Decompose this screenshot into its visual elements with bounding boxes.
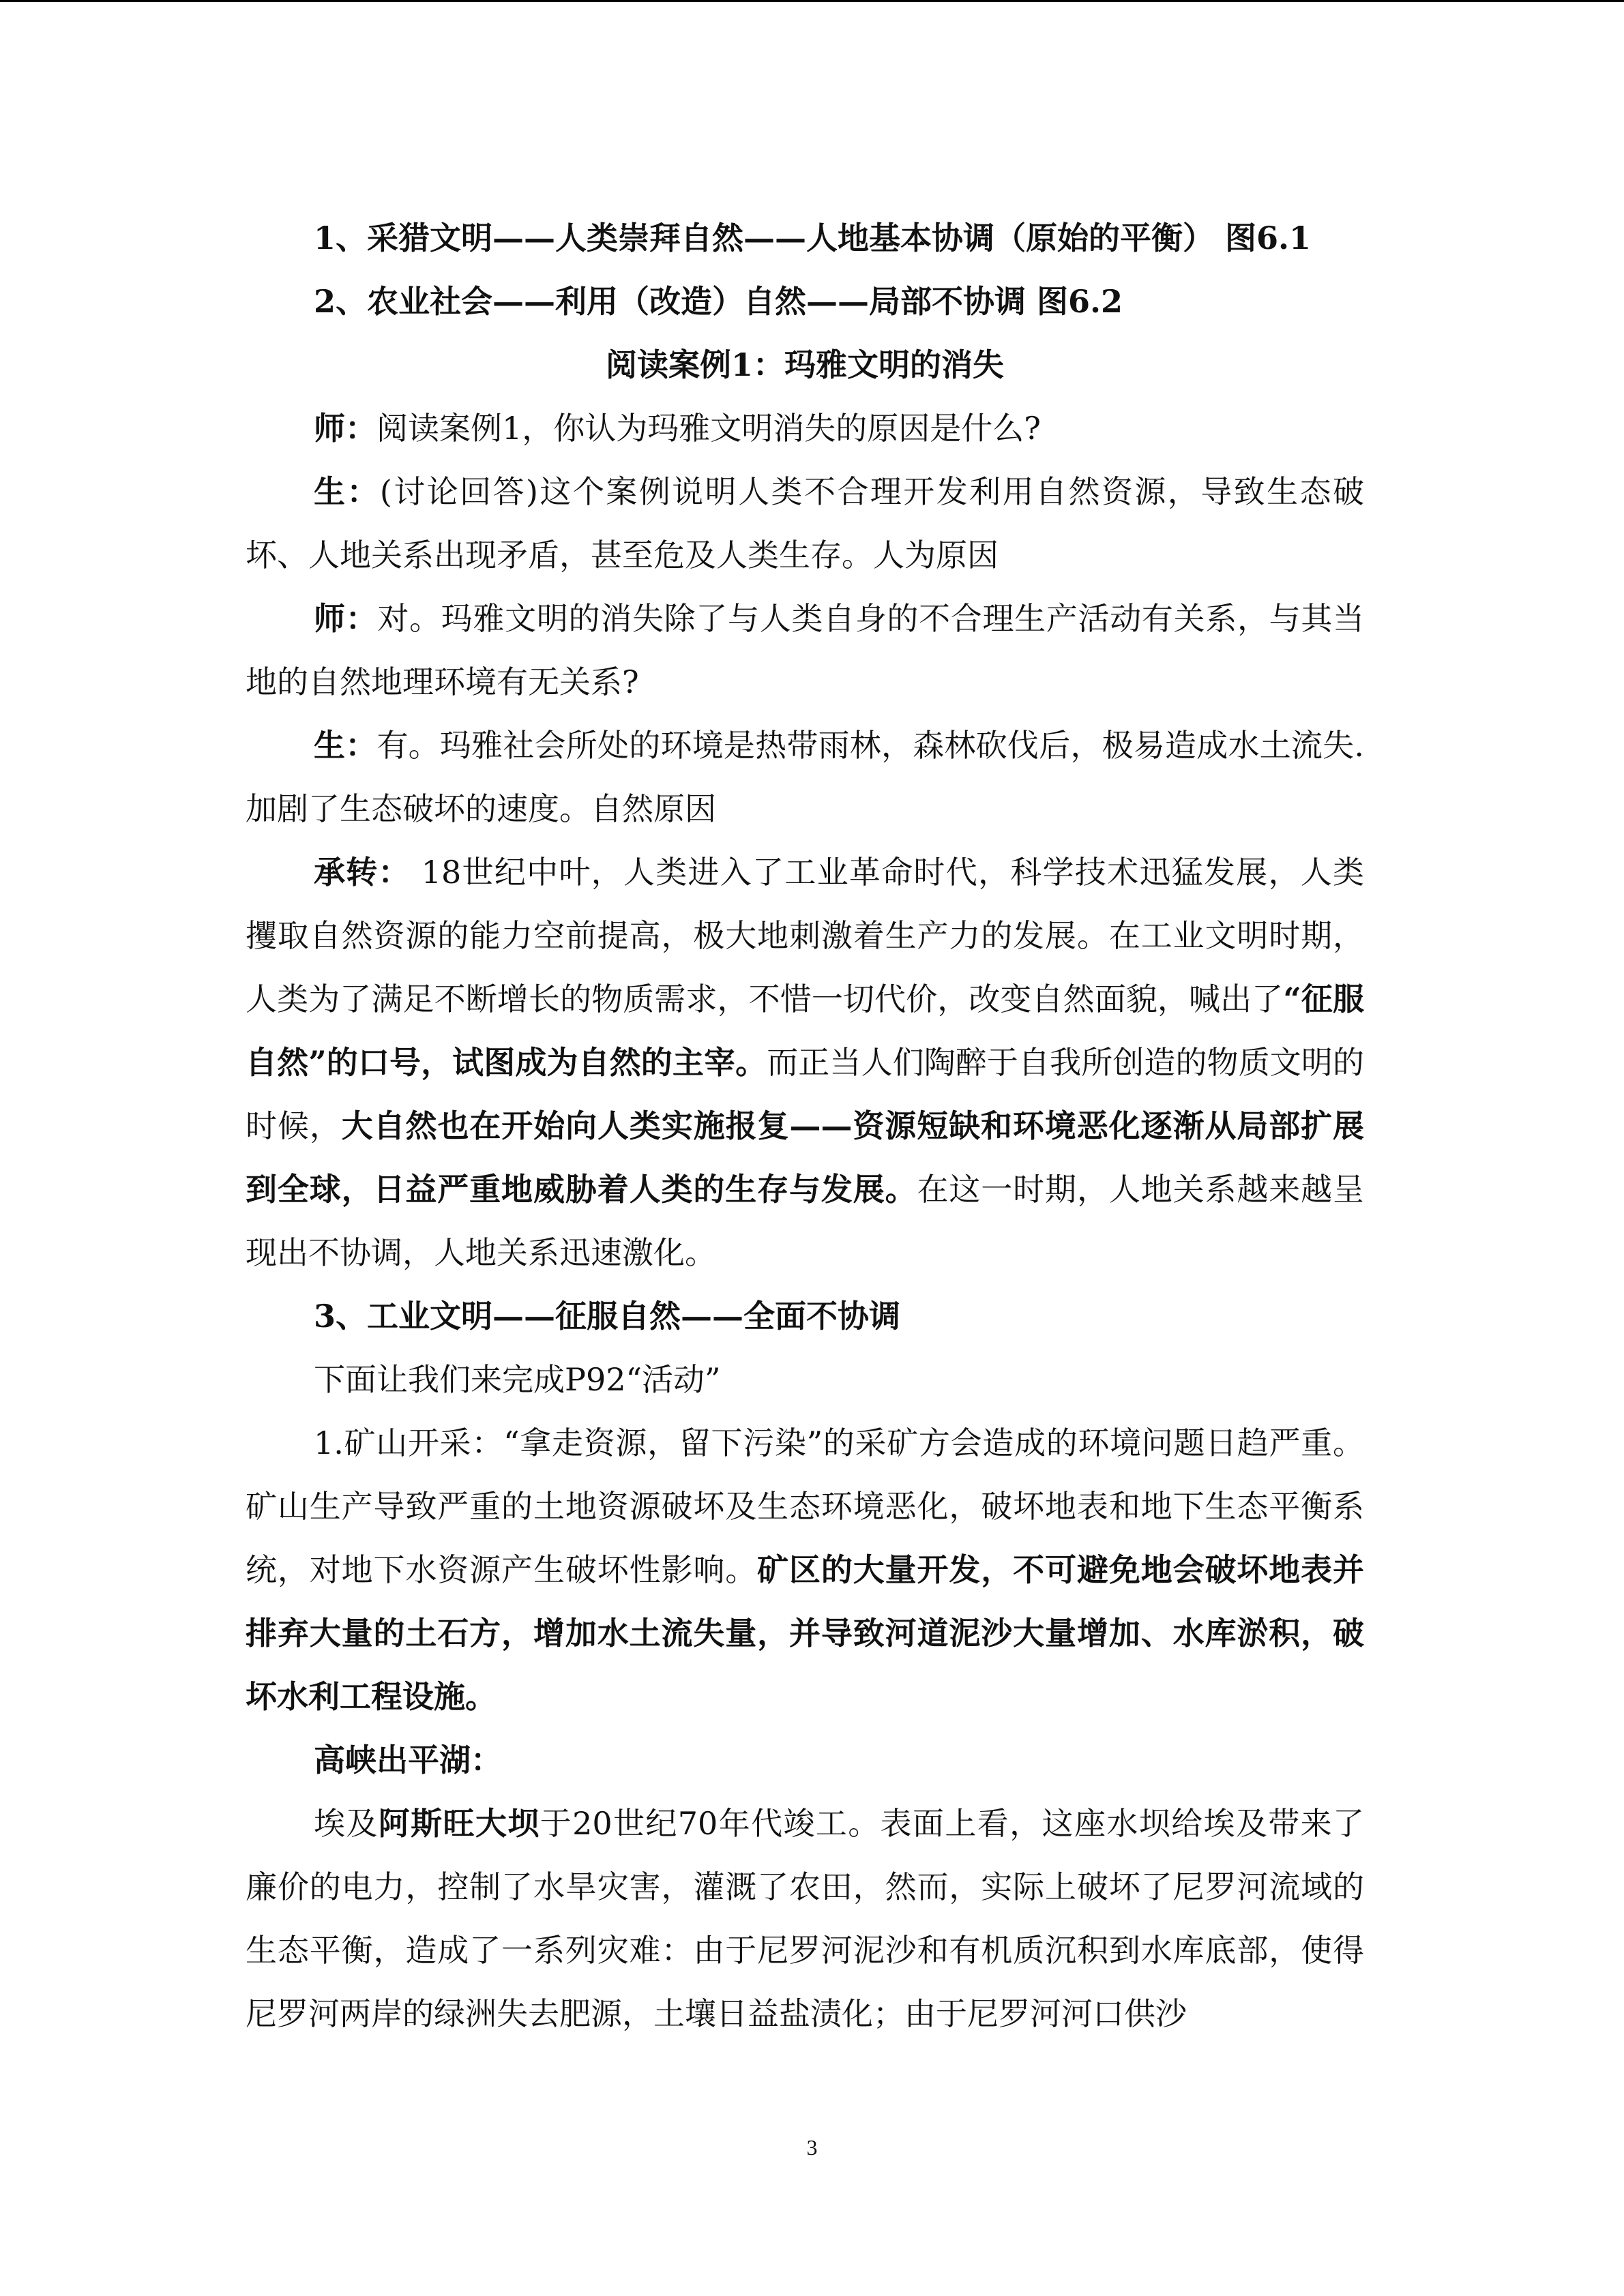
gorge-title: 高峡出平湖：: [314, 1742, 502, 1778]
speaker-label: 师：: [314, 410, 377, 447]
transition-text: 18世纪中叶，人类进入了工业革命时代，科学技术迅猛发展，人类攫取自然资源的能力空前提高，极大地刺激着生产力的发展。在工业文明时期，人类为了满足不断增长的物质需求，不惜一切代价，改变自然面貌，喊出了: [246, 854, 1365, 1017]
document-body: [246, 207, 1364, 2046]
transition-label: 承转：: [314, 854, 411, 891]
dialogue-text: (讨论回答)这个案例说明人类不合理开发利用自然资源，导致生态破坏、人地关系出现矛盾，甚至危及人类生存。人为原因: [246, 473, 1364, 573]
transition-emphasis: 大自然也在开始向人类实施报复——资源短缺和环境恶化逐渐从局部扩展到全球，日益严重地威胁着人类的生存与发展。: [246, 1107, 1365, 1208]
teacher-question-2: [246, 587, 1364, 714]
aswan-dam-name: 阿斯旺大坝: [378, 1805, 540, 1842]
speaker-label: 师：: [314, 600, 378, 637]
speaker-label: 生：: [314, 727, 377, 764]
stage-2-line: 2、农业社会——利用（改造）自然——局部不协调 图6.2: [314, 283, 1123, 320]
mining-paragraph: [246, 1412, 1364, 1729]
transition-emphasis: “征服自然”的口号，试图成为自然的主宰。: [246, 981, 1365, 1081]
dialogue-text: 有。玛雅社会所处的环境是热带雨林，森林砍伐后，极易造成水土流失.加剧了生态破坏的速度。自然原因: [246, 727, 1365, 827]
student-answer-1: [246, 460, 1364, 587]
aswan-text: 于20世纪70年代竣工。表面上看，这座水坝给埃及带来了廉价的电力，控制了水旱灾害，灌溉了农田，然而，实际上破坏了尼罗河流域的生态平衡，造成了一系列灾难：由于尼罗河泥沙和有机质沉积到水库底部，使得尼罗河两岸的绿洲失去肥源，土壤日益盐渍化；由于尼罗河河口供沙: [246, 1805, 1365, 2032]
transition-text: 而正当人们陶醉于自我所创造的物质文明的时候，: [246, 1044, 1365, 1144]
transition-paragraph: [246, 841, 1364, 1285]
dialogue-text: 阅读案例1，你认为玛雅文明消失的原因是什么?: [377, 410, 1041, 447]
speaker-label: 生：: [314, 473, 380, 510]
mining-emphasis: 矿区的大量开发，不可避免地会破坏地表并排弃大量的土石方，增加水土流失量，并导致河道泥沙大量增加、水库淤积，破坏水利工程设施。: [246, 1551, 1365, 1715]
dialogue-text: 对。玛雅文明的消失除了与人类自身的不合理生产活动有关系，与其当地的自然地理环境有无关系?: [246, 600, 1364, 700]
aswan-text: 埃及: [314, 1805, 379, 1842]
stage-1-line: 1、采猎文明——人类崇拜自然——人地基本协调（原始的平衡） 图6.1: [314, 220, 1312, 256]
page-number: 3: [806, 2135, 818, 2160]
student-answer-2: [246, 714, 1364, 841]
teacher-question-1: [246, 397, 1364, 460]
mining-text: 1.矿山开采：“拿走资源，留下污染”的采矿方会造成的环境问题日趋严重。矿山生产导致严重的土地资源破坏及生态环境恶化，破坏地表和地下生态平衡系统，对地下水资源产生破坏性影响。: [246, 1425, 1364, 1588]
transition-text: 在这一时期，人地关系越来越呈现出不协调，人地关系迅速激化。: [246, 1171, 1365, 1271]
case-title: 阅读案例1：玛雅文明的消失: [605, 346, 1004, 383]
stage-3-line: 3、工业文明——征服自然——全面不协调: [314, 1298, 901, 1335]
aswan-paragraph: [246, 1792, 1364, 2046]
activity-intro: 下面让我们来完成P92“活动”: [314, 1361, 721, 1398]
